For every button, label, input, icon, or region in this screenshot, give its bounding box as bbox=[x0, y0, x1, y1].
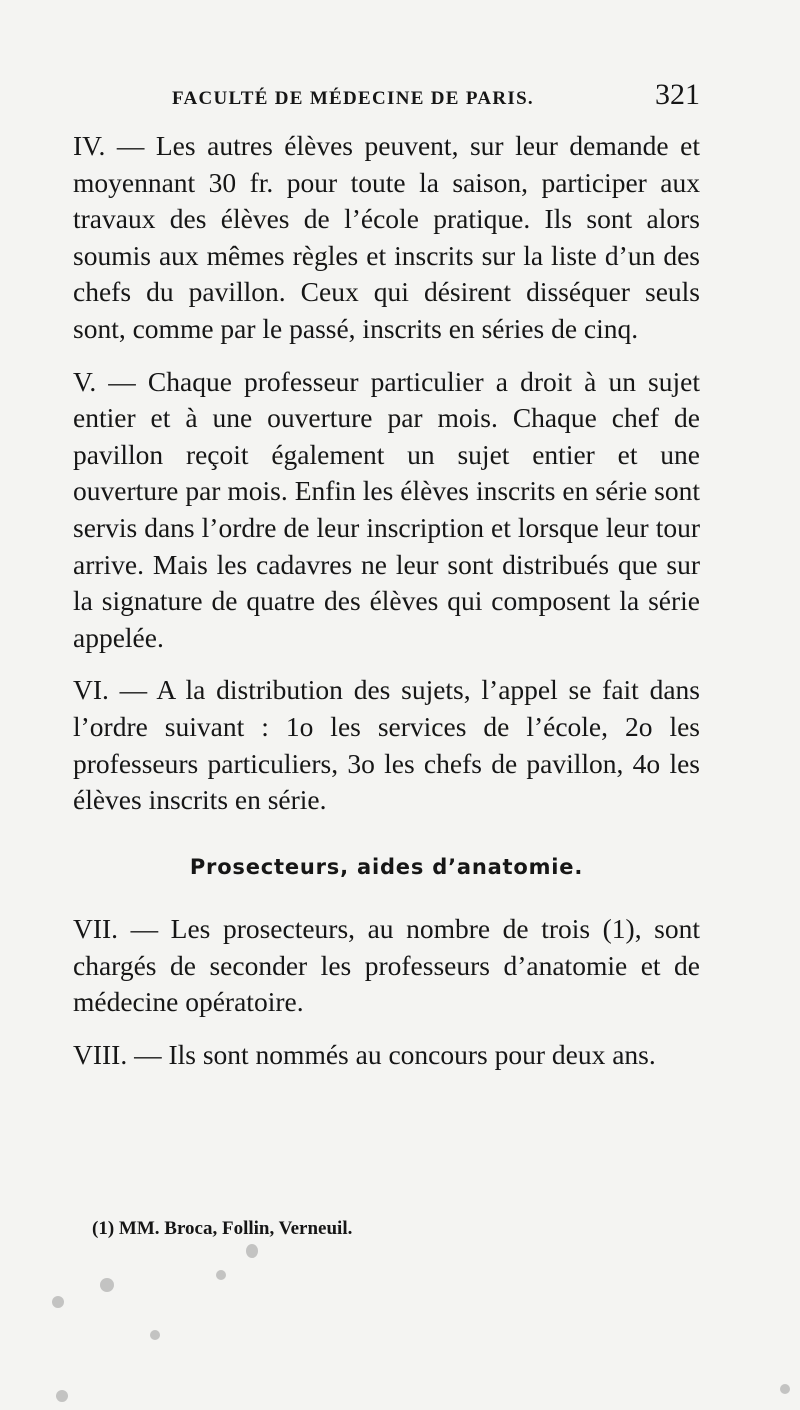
paragraph-vi: VI. — A la distribution des sujets, l’appel se fait dans l’ordre suivant : 1o les services de l’école, 2o les professeurs particuliers, 3o les chefs de pavillon, 4o les élèves inscrits en série. bbox=[73, 674, 700, 816]
ink-speck bbox=[52, 1296, 64, 1308]
paragraph-iv: IV. — Les autres élèves peuvent, sur leur demande et moyennant 30 fr. pour toute la saison, participer aux travaux des élèves de l’école pratique. Ils sont alors soumis aux mêmes règles et inscrits sur la liste d’un des chefs du pavillon. Ceux qui désirent disséquer seuls sont, comme par le passé, inscrits en séries de cinq. bbox=[73, 130, 700, 344]
section-heading: Prosecteurs, aides d’anatomie. bbox=[189, 854, 584, 879]
body-text bbox=[73, 128, 700, 1074]
paragraph-v: V. — Chaque professeur particulier a droit à un sujet entier et à une ouverture par mois. Chaque chef de pavillon reçoit également un sujet entier et une ouverture par mois. Enfin les élèves inscrits en série sont servis dans l’ordre de leur inscription et lorsque leur tour arrive. Mais les cadavres ne leur sont distribués que sur la signature de quatre des élèves qui composent la série appelée. bbox=[73, 365, 700, 653]
ink-speck bbox=[100, 1278, 114, 1292]
page-number: 321 bbox=[655, 78, 700, 111]
paragraph-viii: VIII. — Ils sont nommés au concours pour deux ans. bbox=[73, 1039, 656, 1071]
ink-speck bbox=[780, 1384, 790, 1394]
ink-speck bbox=[246, 1244, 258, 1258]
page-header bbox=[172, 78, 700, 118]
running-head: FACULTÉ DE MÉDECINE DE PARIS. bbox=[172, 88, 534, 109]
ink-speck bbox=[216, 1270, 226, 1280]
ink-speck bbox=[56, 1390, 68, 1402]
ink-speck bbox=[150, 1330, 160, 1340]
footnote: (1) MM. Broca, Follin, Verneuil. bbox=[92, 1218, 353, 1239]
paragraph-vii: VII. — Les prosecteurs, au nombre de trois (1), sont chargés de seconder les professeurs d’anatomie et de médecine opératoire. bbox=[73, 913, 700, 1018]
